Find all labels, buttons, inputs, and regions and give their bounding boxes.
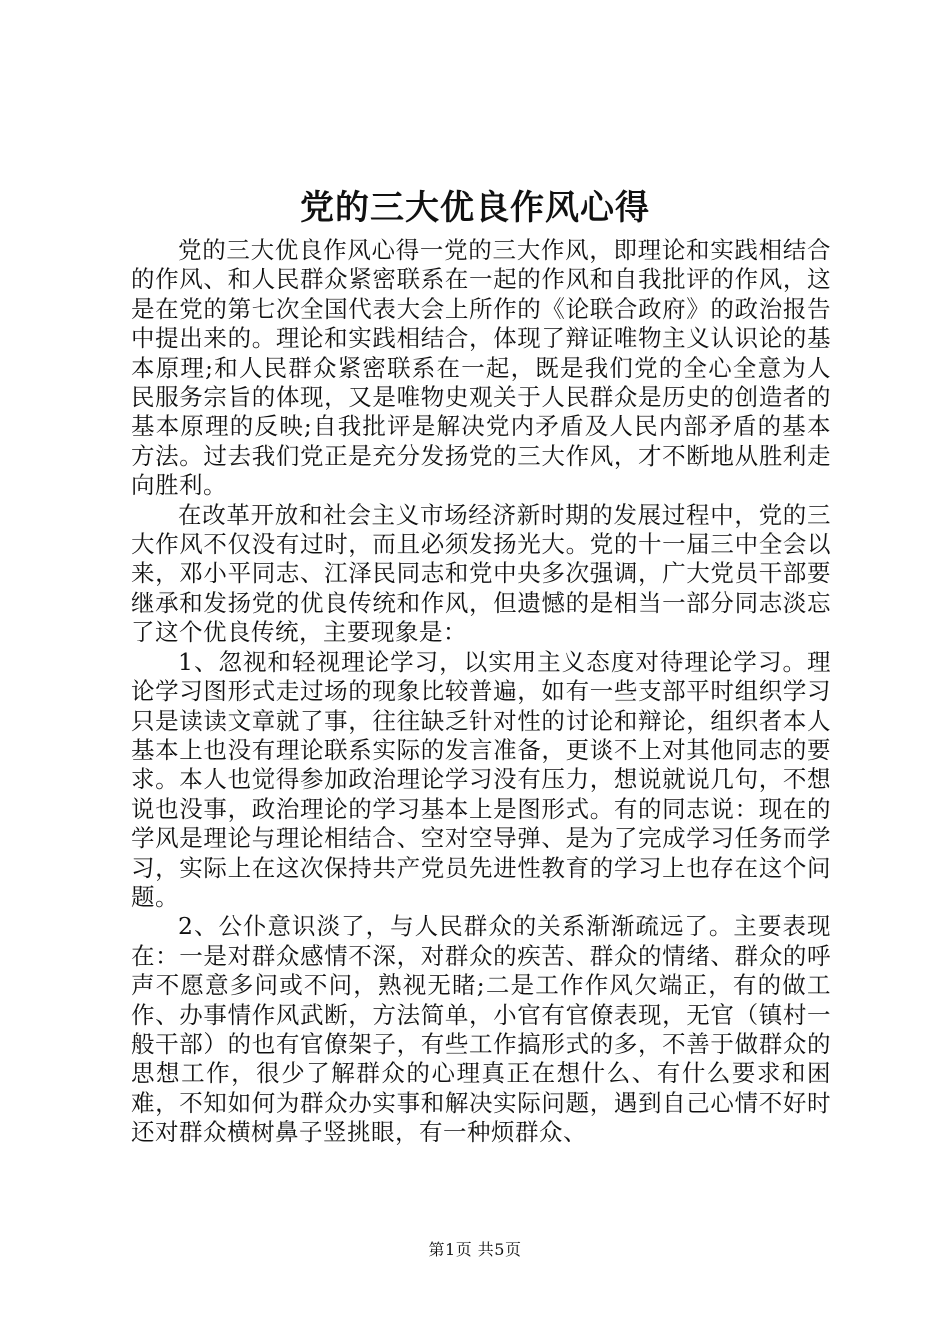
paragraph: 党的三大优良作风心得一党的三大作风，即理论和实践相结合的作风、和人民群众紧密联系在一起的作风和自我批评的作风，这是在党的第七次全国代表大会上所作的《论联合政府》的政治报告中提出来的。理论和实践相结合，体现了辩证唯物主义认识论的基本原理;和人民群众紧密联系在一起，既是我们党的全心全意为人民服务宗旨的体现，又是唯物史观关于人民群众是历史的创造者的基本原理的反映;自我批评是解决党内矛盾及人民内部矛盾的基本方法。过去我们党正是充分发扬党的三大作风，才不断地从胜利走向胜利。: [131, 236, 831, 500]
document-title: 党的三大优良作风心得: [300, 188, 650, 228]
paragraph: 1、忽视和轻视理论学习，以实用主义态度对待理论学习。理论学习图形式走过场的现象比较普遍，如有一些支部平时组织学习只是读读文章就了事，往往缺乏针对性的讨论和辩论，组织者本人基本上也没有理论联系实际的发言准备，更谈不上对其他同志的要求。本人也觉得参加政治理论学习没有压力，想说就说几句，不想说也没事，政治理论的学习基本上是图形式。有的同志说：现在的学风是理论与理论相结合、空对空导弹、是为了完成学习任务而学习，实际上在这次保持共产党员先进性教育的学习上也存在这个问题。: [131, 647, 831, 911]
paragraph: 2、公仆意识淡了，与人民群众的关系渐渐疏远了。主要表现在：一是对群众感情不深，对群众的疾苦、群众的情绪、群众的呼声不愿意多问或不问，熟视无睹;二是工作作风欠端正，有的做工作、办事情作风武断，方法简单，小官有官僚表现，无官（镇村一般干部）的也有官僚架子，有些工作搞形式的多，不善于做群众的思想工作，很少了解群众的心理真正在想什么、有什么要求和困难，不知如何为群众办实事和解决实际问题，遇到自己心情不好时还对群众横树鼻子竖挑眼，有一种烦群众、: [131, 912, 831, 1147]
paragraph: 在改革开放和社会主义市场经济新时期的发展过程中，党的三大作风不仅没有过时，而且必须发扬光大。党的十一届三中全会以来，邓小平同志、江泽民同志和党中央多次强调，广大党员干部要继承和发扬党的优良传统和作风，但遗憾的是相当一部分同志淡忘了这个优良传统，主要现象是：: [131, 500, 831, 647]
page-number-footer: 第1页 共5页: [428, 1240, 522, 1259]
document-body: [131, 236, 831, 1148]
